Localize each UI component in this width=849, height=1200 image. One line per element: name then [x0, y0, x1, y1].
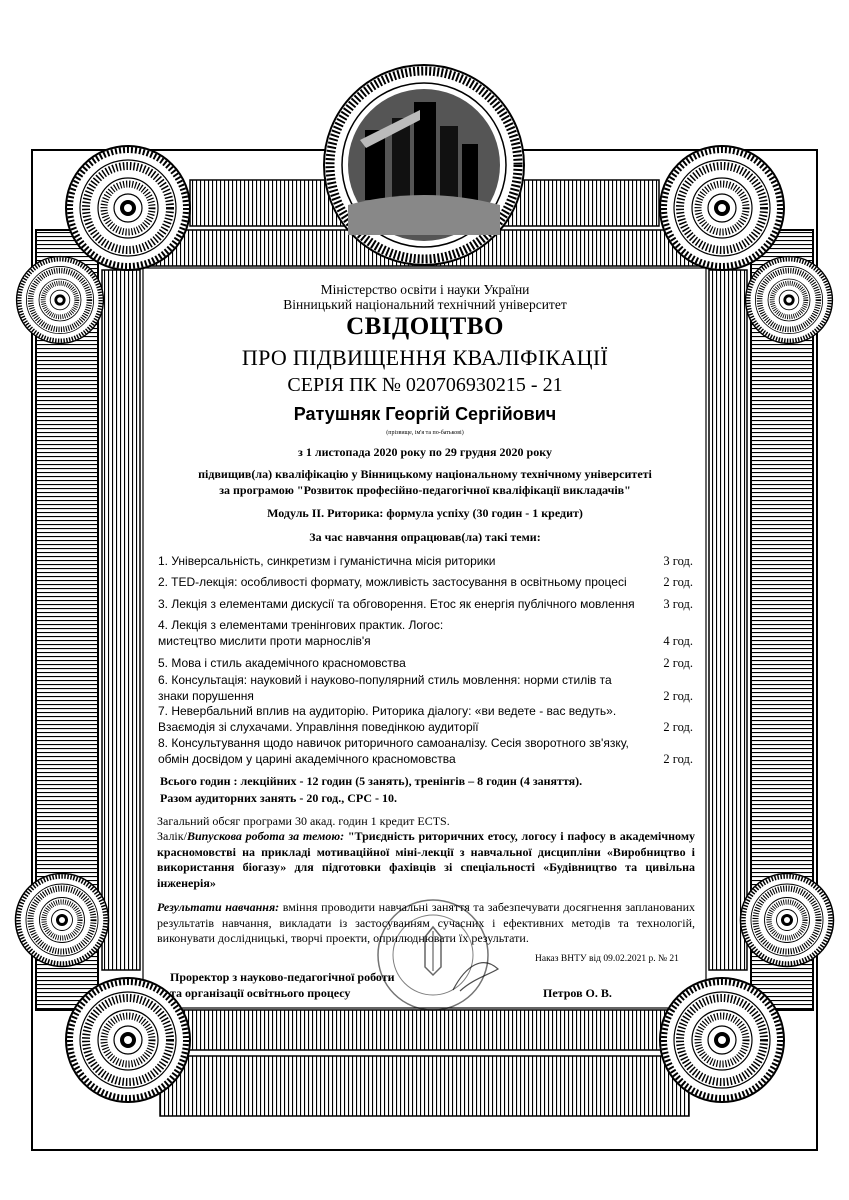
topic-item: 1. Універсальність, синкретизм і гуманістична місія риторики 3 год.	[158, 554, 693, 568]
learning-results: Результати навчання: вміння проводити навчальні заняття та забезпечувати досягнення запланованих результатів навчання, викладати із застосуванням сучасних і ефективних методів та технологій, виконувати дослідницькі, творчі проекти, оприлюднювати їх результати.	[157, 900, 695, 945]
ministry: Міністерство освіти і науки України	[320, 282, 530, 297]
position-line-2: та організації освітнього процесу	[170, 986, 351, 1000]
university: Вінницький національний технічний університет	[283, 297, 567, 312]
topic-item: 7. Невербальний вплив на аудиторію. Риторика діалогу: «ви ведете - вас ведуть». Взаємодія зі слухачами. Управління поведінкою аудиторії 2 год.	[158, 704, 693, 734]
order-reference: Наказ ВНТУ від 09.02.2021 р. № 21	[535, 954, 679, 964]
program-line-1: підвищив(ла) кваліфікацію у Вінницькому національному технічному університеті	[198, 467, 652, 481]
topic-item: 5. Мова і стиль академічного красномовства 2 год.	[158, 656, 693, 670]
period: з 1 листопада 2020 року по 29 грудня 2020 року	[298, 445, 552, 459]
university-emblem	[324, 65, 524, 265]
certificate-title: СВІДОЦТВО	[346, 313, 504, 340]
program-line-2: за програмою "Розвиток професійно-педагогічної кваліфікації викладачів"	[219, 483, 631, 497]
topic-item: 8. Консультування щодо навичок риторичного самоаналізу. Сесія зворотного зв'язку, обмін досвідом у царині академічного красномовства 2 год.	[158, 736, 693, 766]
certificate-series: СЕРІЯ ПК № 020706930215 - 21	[287, 374, 563, 396]
summary-hours: Всього годин : лекційних - 12 годин (5 занять), тренінгів – 8 годин (4 заняття).	[160, 774, 583, 788]
module: Модуль II. Риторика: формула успіху (30 годин - 1 кредит)	[267, 506, 583, 520]
final-work: Залік/Випускова робота за темою: "Триєдність риторичних етосу, логосу і пафосу в академічному красномовстві на прикладі мотиваційної міні-лекції з навчальної дисципліни «Виробництво і використання біогазу» для підготовки фахівців зі спеціальності «Будівництво та цивільна інженерія»	[157, 829, 695, 890]
topic-item: 2. TED-лекція: особливості формату, можливість застосування в освітньому процесі 2 год.	[158, 575, 693, 589]
topic-item: 6. Консультація: науковий і науково-популярний стиль мовлення: норми стилів та знаки порушення 2 год.	[158, 673, 693, 703]
signatory-position	[170, 969, 395, 1001]
topics-heading: За час навчання опрацював(ла) такі теми:	[309, 530, 541, 544]
certificate-subtitle: ПРО ПІДВИЩЕННЯ КВАЛІФІКАЦІЇ	[241, 345, 609, 370]
summary-total: Разом аудиторних занять - 20 год., СРС - 10.	[160, 791, 398, 805]
topic-item: 3. Лекція з елементами дискусії та обговорення. Етос як енергія публічного мовлення 3 год.	[158, 597, 693, 611]
topic-item: 4. Лекція з елементами тренінгових практик. Логос: мистецтво мислити проти марнослів'я 4 год.	[158, 618, 693, 648]
program-volume: Загальний обсяг програми 30 акад. годин 1 кредит ECTS.	[157, 814, 450, 828]
position-line-1: Проректор з науково-педагогічної роботи	[170, 970, 395, 984]
name-caption: (прізвище, ім'я та по-батькові)	[386, 430, 464, 436]
signatory-name: Петров О. В.	[543, 986, 612, 1000]
person-name: Ратушняк Георгій Сергійович	[293, 404, 557, 424]
